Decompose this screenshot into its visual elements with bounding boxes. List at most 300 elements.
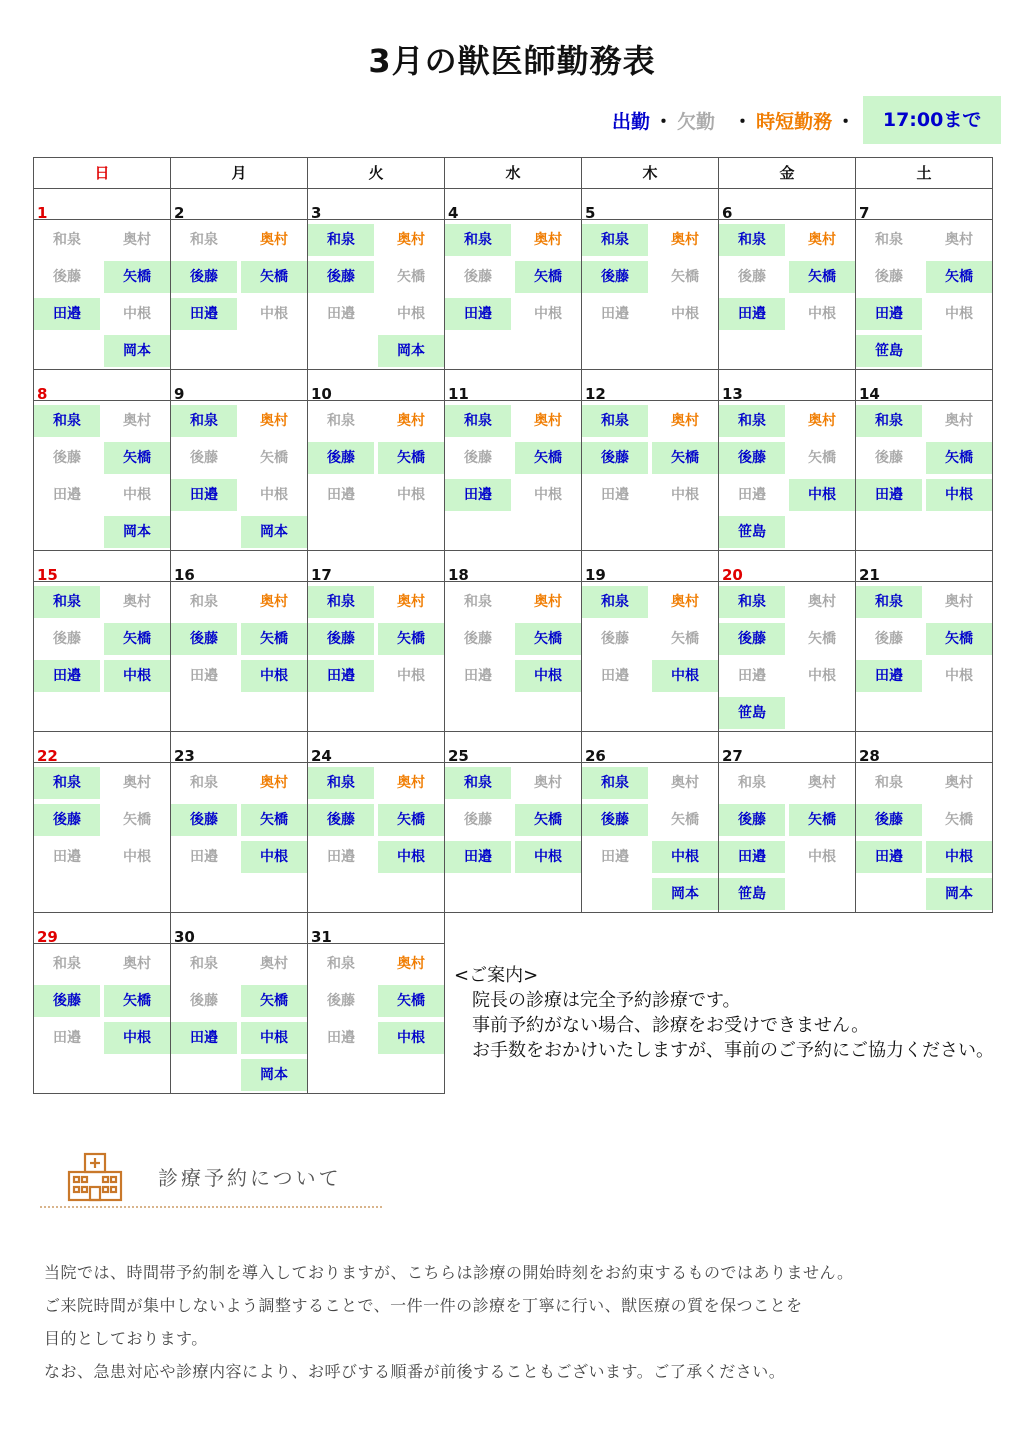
staff-slot: 後藤 [53,269,81,285]
staff-slot: 奥村 [397,956,425,972]
staff-slot: 矢橋 [515,442,581,474]
staff-slot: 岡本 [378,335,444,367]
staff-slot: 奥村 [123,594,151,610]
date-bar [34,732,170,763]
staff-slot: 奥村 [534,594,562,610]
weekday-label: 月 [170,157,308,189]
staff-slot: 奥村 [260,956,288,972]
date-number: 18 [448,566,469,584]
staff-slot: 矢橋 [515,261,581,293]
staff-slot: 奥村 [945,413,973,429]
date-number: 3 [311,204,322,222]
staff-slot: 中根 [123,487,151,503]
date-bar [171,189,307,220]
staff-slot: 和泉 [34,767,100,799]
staff-slot: 和泉 [738,775,766,791]
staff-slot: 矢橋 [378,804,444,836]
staff-slot: 後藤 [582,442,648,474]
staff-slot: 中根 [945,668,973,684]
staff-slot: 後藤 [308,442,374,474]
date-bar [308,551,444,582]
staff-slot: 矢橋 [397,269,425,285]
date-bar [445,370,581,401]
staff-slot: 和泉 [582,586,648,618]
staff-slot: 中根 [123,849,151,865]
day-cell [33,731,171,913]
staff-slot: 矢橋 [241,261,307,293]
reservation-paragraph: ご来院時間が集中しないよう調整することで、一件一件の診療を丁寧に行い、獣医療の質を保つことを [44,1296,803,1315]
day-cell [307,912,445,1094]
staff-slot: 奥村 [123,413,151,429]
date-number: 29 [37,928,58,946]
notice-line: 事前予約がない場合、診療をお受けできません。 [472,1015,870,1036]
staff-slot: 和泉 [719,224,785,256]
date-number: 13 [722,385,743,403]
staff-slot: 矢橋 [789,261,855,293]
legend-separator: ・ [836,110,856,133]
staff-slot: 後藤 [464,631,492,647]
staff-slot: 和泉 [719,586,785,618]
staff-slot: 矢橋 [378,985,444,1017]
day-cell [307,369,445,551]
staff-slot: 矢橋 [515,804,581,836]
date-bar [308,732,444,763]
staff-slot: 矢橋 [123,812,151,828]
staff-slot: 田邉 [34,660,100,692]
staff-slot: 奥村 [534,232,562,248]
staff-slot: 奥村 [260,775,288,791]
date-bar [34,551,170,582]
date-bar [34,370,170,401]
staff-slot: 後藤 [53,450,81,466]
day-cell [855,550,993,732]
staff-slot: 田邉 [719,298,785,330]
staff-slot: 田邉 [171,1022,237,1054]
staff-slot: 岡本 [104,335,170,367]
legend-on-label: 出勤 [612,110,651,133]
date-bar [171,370,307,401]
weekday-label: 火 [307,157,445,189]
staff-slot: 中根 [104,1022,170,1054]
staff-slot: 田邉 [738,668,766,684]
day-cell [718,369,856,551]
staff-slot: 和泉 [171,405,237,437]
date-number: 7 [859,204,870,222]
staff-slot: 後藤 [53,631,81,647]
staff-slot: 奥村 [534,413,562,429]
day-cell [581,188,719,370]
day-cell [444,369,582,551]
staff-slot: 奥村 [808,232,836,248]
staff-slot: 中根 [534,306,562,322]
staff-slot: 矢橋 [945,812,973,828]
staff-slot: 田邉 [53,487,81,503]
day-cell [170,731,308,913]
staff-slot: 矢橋 [652,442,718,474]
staff-slot: 和泉 [875,775,903,791]
notice-line: お手数をおかけいたしますが、事前のご予約にご協力ください。 [472,1040,994,1061]
date-bar [582,732,718,763]
date-number: 21 [859,566,880,584]
staff-slot: 奥村 [397,413,425,429]
staff-slot: 奥村 [123,775,151,791]
staff-slot: 奥村 [945,594,973,610]
staff-slot: 後藤 [34,985,100,1017]
staff-slot: 後藤 [308,623,374,655]
staff-slot: 岡本 [652,878,718,910]
date-number: 16 [174,566,195,584]
day-cell [581,731,719,913]
staff-slot: 後藤 [875,269,903,285]
date-bar [719,189,855,220]
date-bar [308,189,444,220]
date-number: 12 [585,385,606,403]
date-number: 2 [174,204,185,222]
date-number: 30 [174,928,195,946]
staff-slot: 後藤 [601,631,629,647]
staff-slot: 後藤 [464,450,492,466]
date-number: 6 [722,204,733,222]
staff-slot: 田邉 [190,849,218,865]
staff-slot: 矢橋 [378,442,444,474]
staff-slot: 田邉 [856,841,922,873]
date-bar [308,370,444,401]
staff-slot: 奥村 [808,775,836,791]
staff-slot: 田邉 [34,298,100,330]
staff-slot: 中根 [652,660,718,692]
staff-slot: 和泉 [53,232,81,248]
staff-slot: 後藤 [582,804,648,836]
staff-slot: 笹島 [719,697,785,729]
date-number: 14 [859,385,880,403]
day-cell [718,550,856,732]
staff-slot: 矢橋 [104,623,170,655]
staff-slot: 岡本 [926,878,992,910]
staff-slot: 奥村 [671,775,699,791]
staff-slot: 田邉 [738,487,766,503]
staff-slot: 和泉 [445,767,511,799]
date-bar [719,732,855,763]
date-number: 24 [311,747,332,765]
staff-slot: 奥村 [260,232,288,248]
date-bar [856,551,992,582]
staff-slot: 中根 [123,306,151,322]
date-number: 10 [311,385,332,403]
staff-slot: 中根 [241,1022,307,1054]
staff-slot: 奥村 [945,232,973,248]
staff-slot: 田邉 [53,849,81,865]
staff-slot: 和泉 [327,413,355,429]
staff-slot: 中根 [260,306,288,322]
staff-slot: 田邉 [445,479,511,511]
legend-off-label: 欠勤 [677,110,716,133]
day-cell [444,731,582,913]
day-cell [33,550,171,732]
staff-slot: 奥村 [671,594,699,610]
date-bar [719,370,855,401]
date-number: 11 [448,385,469,403]
date-bar [856,732,992,763]
reservation-header [40,1150,382,1208]
day-cell [855,731,993,913]
date-bar [445,189,581,220]
staff-slot: 後藤 [464,269,492,285]
staff-slot: 田邉 [856,479,922,511]
staff-slot: 和泉 [856,586,922,618]
staff-slot: 中根 [241,841,307,873]
staff-slot: 中根 [378,1022,444,1054]
staff-slot: 中根 [808,306,836,322]
legend-time-label: 17:00まで [863,96,1001,144]
staff-slot: 田邉 [327,306,355,322]
date-number: 22 [37,747,58,765]
staff-slot: 和泉 [34,405,100,437]
staff-slot: 矢橋 [241,985,307,1017]
staff-slot: 中根 [241,660,307,692]
day-cell [307,731,445,913]
staff-slot: 奥村 [397,775,425,791]
staff-slot: 田邉 [308,660,374,692]
staff-slot: 和泉 [464,594,492,610]
date-number: 9 [174,385,185,403]
date-bar [719,551,855,582]
staff-slot: 矢橋 [808,631,836,647]
staff-slot: 田邉 [327,487,355,503]
day-cell [718,188,856,370]
day-cell [444,550,582,732]
staff-slot: 奥村 [534,775,562,791]
reservation-paragraph: 当院では、時間帯予約制を導入しておりますが、こちらは診療の開始時刻をお約束するものではありません。 [44,1263,854,1282]
staff-slot: 奥村 [397,232,425,248]
date-bar [582,370,718,401]
date-number: 31 [311,928,332,946]
staff-slot: 後藤 [738,269,766,285]
staff-slot: 奥村 [123,956,151,972]
day-cell [581,369,719,551]
staff-slot: 岡本 [241,1059,307,1091]
staff-slot: 和泉 [190,775,218,791]
staff-slot: 和泉 [34,586,100,618]
staff-slot: 矢橋 [241,804,307,836]
day-cell [444,188,582,370]
staff-slot: 田邉 [445,298,511,330]
staff-slot: 奥村 [397,594,425,610]
day-cell [33,369,171,551]
staff-slot: 後藤 [875,450,903,466]
staff-slot: 奥村 [671,232,699,248]
staff-slot: 田邉 [601,849,629,865]
staff-slot: 矢橋 [260,450,288,466]
staff-slot: 和泉 [190,956,218,972]
staff-slot: 矢橋 [378,623,444,655]
staff-slot: 後藤 [34,804,100,836]
staff-slot: 田邉 [601,487,629,503]
staff-slot: 矢橋 [808,450,836,466]
notice-box [454,963,994,1063]
staff-slot: 中根 [808,849,836,865]
hospital-icon [66,1152,124,1206]
staff-slot: 田邉 [856,298,922,330]
staff-slot: 矢橋 [104,985,170,1017]
staff-slot: 田邉 [53,1030,81,1046]
staff-slot: 和泉 [875,232,903,248]
staff-slot: 岡本 [241,516,307,548]
date-bar [582,551,718,582]
staff-slot: 和泉 [445,405,511,437]
staff-slot: 中根 [515,660,581,692]
day-cell [307,550,445,732]
staff-slot: 奥村 [671,413,699,429]
reservation-heading: 診療予約について [158,1166,342,1190]
staff-slot: 和泉 [308,586,374,618]
staff-slot: 和泉 [582,767,648,799]
day-cell [170,550,308,732]
date-number: 5 [585,204,596,222]
staff-slot: 後藤 [190,993,218,1009]
legend-separator: ・ [654,110,674,133]
staff-slot: 奥村 [808,413,836,429]
day-cell [581,550,719,732]
staff-slot: 矢橋 [671,812,699,828]
legend [612,96,1001,144]
weekday-label: 土 [855,157,993,189]
staff-slot: 笹島 [856,335,922,367]
day-cell [855,188,993,370]
staff-slot: 中根 [926,841,992,873]
staff-slot: 矢橋 [515,623,581,655]
staff-slot: 中根 [397,306,425,322]
staff-slot: 後藤 [719,442,785,474]
reservation-paragraph: なお、急患対応や診療内容により、お呼びする順番が前後することもございます。ご了承ください。 [44,1362,786,1381]
notice-line: 院長の診療は完全予約診療です。 [472,990,741,1011]
staff-slot: 矢橋 [671,631,699,647]
staff-slot: 田邉 [327,1030,355,1046]
date-number: 19 [585,566,606,584]
staff-slot: 和泉 [190,232,218,248]
staff-slot: 和泉 [308,767,374,799]
staff-slot: 笹島 [719,878,785,910]
staff-slot: 和泉 [327,956,355,972]
staff-slot: 中根 [534,487,562,503]
staff-slot: 和泉 [582,224,648,256]
staff-slot: 笹島 [719,516,785,548]
staff-slot: 和泉 [719,405,785,437]
date-bar [308,913,444,944]
date-bar [34,189,170,220]
staff-slot: 田邉 [719,841,785,873]
staff-slot: 後藤 [171,261,237,293]
staff-slot: 矢橋 [789,804,855,836]
staff-slot: 矢橋 [104,442,170,474]
weekday-label: 金 [718,157,856,189]
date-bar [856,370,992,401]
date-number: 1 [37,204,48,222]
staff-slot: 田邉 [171,298,237,330]
staff-slot: 後藤 [308,804,374,836]
staff-slot: 矢橋 [926,261,992,293]
date-number: 25 [448,747,469,765]
staff-slot: 中根 [378,841,444,873]
day-cell [33,912,171,1094]
reservation-paragraph: 目的としております。 [44,1329,208,1348]
staff-slot: 岡本 [104,516,170,548]
staff-slot: 奥村 [260,413,288,429]
day-cell [170,912,308,1094]
staff-slot: 中根 [789,479,855,511]
date-number: 23 [174,747,195,765]
staff-slot: 田邉 [327,849,355,865]
date-bar [445,732,581,763]
staff-slot: 田邉 [601,306,629,322]
staff-slot: 矢橋 [926,442,992,474]
staff-slot: 和泉 [53,956,81,972]
staff-slot: 後藤 [464,812,492,828]
day-cell [718,731,856,913]
legend-short-label: 時短勤務 [756,110,833,133]
staff-slot: 後藤 [719,623,785,655]
staff-slot: 後藤 [719,804,785,836]
staff-slot: 後藤 [308,261,374,293]
date-number: 8 [37,385,48,403]
staff-slot: 和泉 [190,594,218,610]
day-cell [170,369,308,551]
staff-slot: 中根 [104,660,170,692]
date-bar [171,551,307,582]
date-bar [171,732,307,763]
staff-slot: 矢橋 [671,269,699,285]
staff-slot: 奥村 [808,594,836,610]
date-number: 15 [37,566,58,584]
staff-slot: 中根 [671,306,699,322]
page-title: 3月の獣医師勤務表 [368,42,656,80]
notice-heading: <ご案内> [454,965,539,986]
date-number: 4 [448,204,459,222]
staff-slot: 後藤 [190,450,218,466]
date-number: 26 [585,747,606,765]
staff-slot: 中根 [945,306,973,322]
date-number: 28 [859,747,880,765]
staff-slot: 和泉 [308,224,374,256]
staff-slot: 後藤 [171,623,237,655]
staff-slot: 奥村 [123,232,151,248]
staff-slot: 後藤 [875,631,903,647]
date-bar [171,913,307,944]
staff-slot: 田邉 [171,479,237,511]
staff-slot: 和泉 [445,224,511,256]
staff-slot: 田邉 [856,660,922,692]
staff-slot: 中根 [397,668,425,684]
date-number: 17 [311,566,332,584]
staff-slot: 中根 [671,487,699,503]
staff-slot: 後藤 [582,261,648,293]
day-cell [170,188,308,370]
weekday-label: 日 [33,157,171,189]
staff-slot: 中根 [926,479,992,511]
day-cell [33,188,171,370]
day-cell [855,369,993,551]
staff-slot: 後藤 [327,993,355,1009]
date-bar [856,189,992,220]
weekday-label: 木 [581,157,719,189]
weekday-label: 水 [444,157,582,189]
staff-slot: 中根 [808,668,836,684]
staff-slot: 中根 [260,487,288,503]
staff-slot: 田邉 [464,668,492,684]
date-bar [582,189,718,220]
staff-slot: 田邉 [445,841,511,873]
legend-separator: ・ [733,110,753,133]
staff-slot: 後藤 [856,804,922,836]
